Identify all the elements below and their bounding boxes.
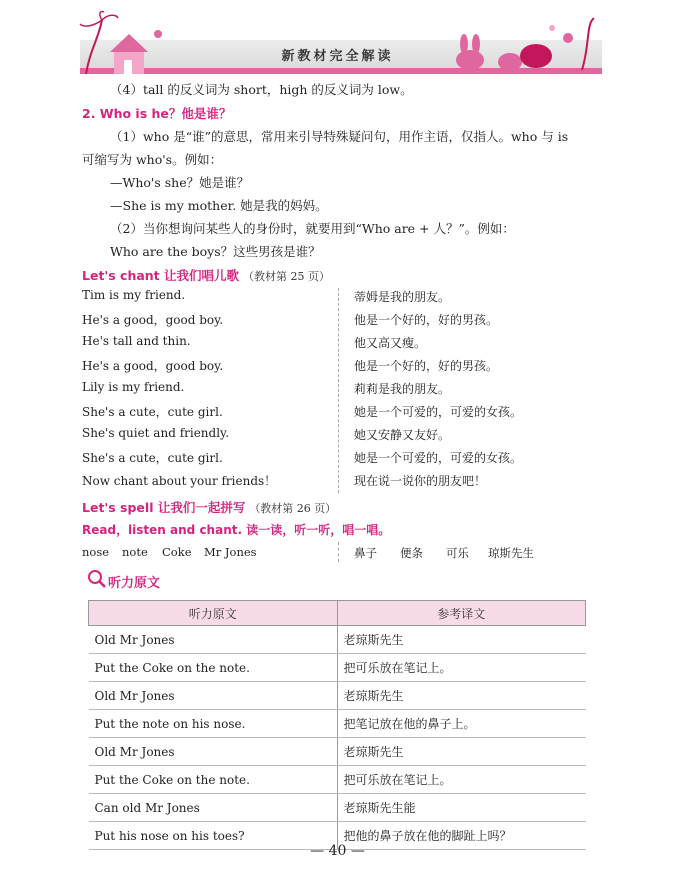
chant-line-zh: 他是一个好的，好的男孩。 [354, 313, 499, 327]
spell-word-zh: 可乐 [446, 546, 469, 560]
chant-title: Let's chant 让我们唱儿歌 [82, 268, 240, 283]
example-2: —She is my mother. 她是我的妈妈。 [110, 198, 328, 213]
row-translation: 老琼斯先生 [337, 626, 586, 654]
chant-line-zh: 现在说一说你的朋友吧！ [354, 474, 487, 488]
row-translation: 把他的鼻子放在他的脚趾上吗？ [337, 822, 586, 850]
chant-line-en: She's a cute，cute girl. [82, 451, 223, 465]
row-original: Old Mr Jones [89, 738, 338, 766]
spell-heading [82, 498, 336, 516]
row-original: Old Mr Jones [89, 682, 338, 710]
chant-line-en: Lily is my friend. [82, 380, 185, 394]
chant-line-en: She's quiet and friendly. [82, 426, 230, 440]
table-row [89, 738, 586, 766]
row-translation: 老琼斯先生 [337, 682, 586, 710]
spell-subtitle: Read，listen and chant. 读一读，听一听，唱一唱。 [82, 523, 391, 537]
house-tree-decoration-icon [78, 10, 168, 76]
table-row [89, 710, 586, 738]
col-header-translation: 参考译文 [337, 601, 586, 626]
table-row [89, 766, 586, 794]
chant-line-en: Tim is my friend. [82, 288, 186, 302]
chant-line-zh: 莉莉是我的朋友。 [354, 382, 451, 396]
intro-p2: （2）当你想询问某些人的身份时，就要用到“Who are + 人？”。例如： [110, 221, 515, 236]
intro-item4: （4）tall 的反义词为 short，high 的反义词为 low。 [110, 82, 413, 97]
chant-heading [82, 266, 330, 284]
row-original: Put the Coke on the note. [89, 654, 338, 682]
spell-word-en: Coke [162, 545, 192, 559]
page-number: — 40 — [310, 843, 365, 859]
spell-word-en: note [122, 545, 148, 559]
row-translation: 老琼斯先生能 [337, 794, 586, 822]
table-row [89, 682, 586, 710]
spell-word-zh: 鼻子 [354, 546, 377, 560]
spell-divider [338, 542, 339, 562]
chant-line-en: She's a cute，cute girl. [82, 405, 223, 419]
section2-title: 2. Who is he？他是谁？ [82, 106, 232, 121]
example-3: Who are the boys？这些男孩是谁？ [110, 244, 321, 259]
row-translation: 把可乐放在笔记上。 [337, 766, 586, 794]
spell-word-en: Mr Jones [204, 545, 257, 559]
listening-title: 听力原文 [108, 576, 161, 591]
intro-p1-line1: （1）who 是“谁”的意思，常用来引导特殊疑问句，用作主语，仅指人。who 与 is [110, 129, 569, 144]
table-row [89, 626, 586, 654]
chant-line-zh: 她是一个可爱的，可爱的女孩。 [354, 451, 523, 465]
magnifier-icon [86, 568, 108, 590]
row-original: Put the Coke on the note. [89, 766, 338, 794]
intro-p1-line2: 可缩写为 who's。例如： [82, 152, 223, 167]
chant-line-en: He's a good，good boy. [82, 359, 224, 373]
listening-table [88, 600, 586, 850]
table-row [89, 794, 586, 822]
chant-line-en: Now chant about your friends！ [82, 474, 277, 488]
example-1: —Who's she？她是谁？ [110, 175, 250, 190]
row-original: Can old Mr Jones [89, 794, 338, 822]
chant-divider [338, 288, 339, 493]
chant-line-zh: 她又安静又友好。 [354, 428, 451, 442]
spell-title: Let's spell 让我们一起拼写 [82, 500, 246, 515]
spell-word-en: nose [82, 545, 110, 559]
row-translation: 把可乐放在笔记上。 [337, 654, 586, 682]
table-row [89, 654, 586, 682]
chant-line-zh: 他又高又瘦。 [354, 336, 427, 350]
chant-line-zh: 蒂姆是我的朋友。 [354, 290, 451, 304]
chant-line-zh: 他是一个好的，好的男孩。 [354, 359, 499, 373]
chant-ref: （教材第 25 页） [243, 270, 330, 283]
col-header-original: 听力原文 [89, 601, 338, 626]
table-header-row [89, 601, 586, 626]
spell-ref: （教材第 26 页） [249, 502, 337, 515]
chant-line-zh: 她是一个可爱的，可爱的女孩。 [354, 405, 523, 419]
chant-line-en: He's tall and thin. [82, 334, 191, 348]
row-original: Put the note on his nose. [89, 710, 338, 738]
spell-word-zh: 琼斯先生 [488, 546, 534, 560]
row-translation: 把笔记放在他的鼻子上。 [337, 710, 586, 738]
chant-line-en: He's a good，good boy. [82, 313, 224, 327]
header-title: 新教材完全解读 [281, 49, 394, 64]
listening-rows [89, 626, 586, 850]
spell-word-zh: 便条 [400, 546, 423, 560]
row-original: Put his nose on his toes? [89, 822, 338, 850]
row-original: Old Mr Jones [89, 626, 338, 654]
row-translation: 老琼斯先生 [337, 738, 586, 766]
